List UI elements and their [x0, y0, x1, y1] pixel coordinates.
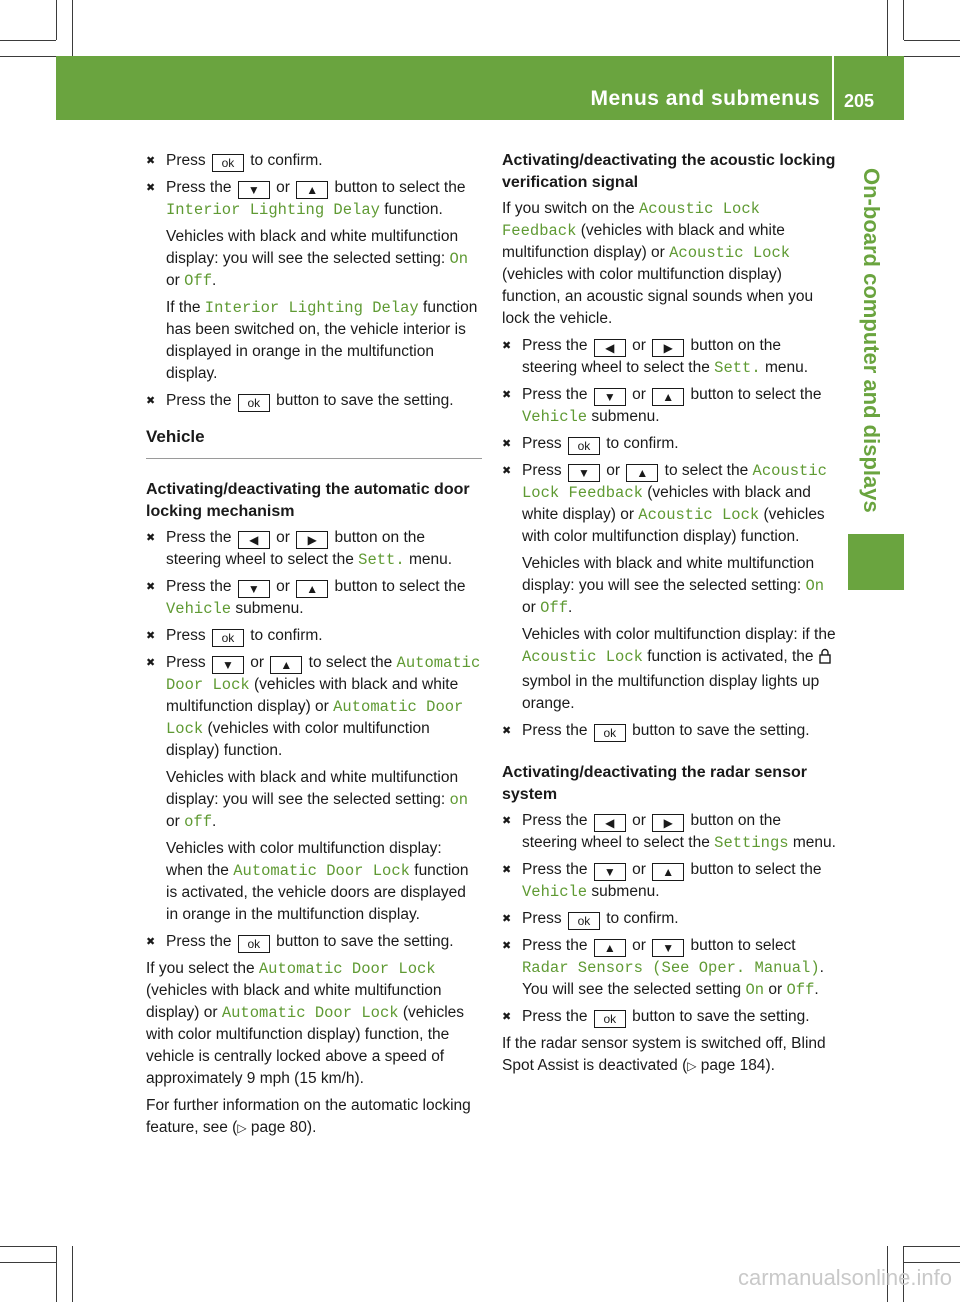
step-item: ✖ Press the ▼ or ▲ button to select the Vehicle submenu. [502, 384, 836, 428]
right-arrow-icon: ▶ [296, 531, 328, 549]
menu-term: Automatic Door Lock [221, 1004, 399, 1022]
left-arrow-icon: ◀ [594, 339, 626, 357]
up-arrow-icon: ▲ [296, 181, 328, 199]
menu-term: On [805, 577, 825, 595]
step-item: ✖ Press the ▲ or ▼ button to select Radar Sensors (See Oper. Manual). You will see the selected setting On or Off. [502, 935, 836, 1001]
step-note: If the Interior Lighting Delay function has been switched on, the vehicle interior is displayed in orange in the multifunction display. [166, 299, 478, 382]
up-arrow-icon: ▲ [296, 580, 328, 598]
header-title: Menus and submenus [590, 87, 820, 110]
page-reference-arrow-icon: ▷ [237, 1121, 247, 1135]
up-arrow-icon: ▲ [652, 863, 684, 881]
right-arrow-icon: ▶ [652, 814, 684, 832]
step-note: Vehicles with color multifunction display: if the Acoustic Lock function is activated, the symbol in the multifunction display lights up orange. [522, 626, 836, 712]
subheading: Activating/deactivating the radar sensor system [502, 764, 807, 803]
menu-term: Sett. [714, 359, 761, 377]
ok-key-icon: ok [238, 394, 270, 412]
menu-term: Off [540, 599, 568, 617]
up-arrow-icon: ▲ [270, 656, 302, 674]
left-arrow-icon: ◀ [594, 814, 626, 832]
paragraph: If you select the Automatic Door Lock (vehicles with black and white multifunction display) or Automatic Door Lock (vehicles with color multifunction display) function, the vehicle is centrally locked above a speed of approximately 9 mph (15 km/h). [146, 960, 465, 1087]
left-arrow-icon: ◀ [238, 531, 270, 549]
step-note: Vehicles with color multifunction display: when the Automatic Door Lock function is activated, the vehicle doors are displayed in orange in the multifunction display. [166, 840, 469, 923]
menu-term: Radar Sensors (See Oper. Manual) [522, 959, 820, 977]
down-arrow-icon: ▼ [238, 580, 270, 598]
down-arrow-icon: ▼ [594, 863, 626, 881]
crop-mark [904, 56, 960, 57]
menu-term: Automatic Door Lock [166, 654, 481, 694]
step-item: ✖ Press ▼ or ▲ to select the Automatic Door Lock (vehicles with black and white multifunction display) or Automatic Door Lock (vehicles with color multifunction display) function. [146, 652, 482, 762]
down-arrow-icon: ▼ [568, 464, 600, 482]
step-item: ✖ Press ok to confirm. [502, 433, 836, 455]
menu-term: Interior Lighting Delay [166, 201, 380, 219]
down-arrow-icon: ▼ [594, 388, 626, 406]
menu-term: Automatic Door Lock [233, 862, 410, 880]
right-arrow-icon: ▶ [652, 339, 684, 357]
step-item: ✖ Press the ok button to save the setting. [146, 931, 482, 953]
up-arrow-icon: ▲ [594, 939, 626, 957]
left-column [146, 150, 482, 1144]
up-arrow-icon: ▲ [652, 388, 684, 406]
step-item: ✖ Press ok to confirm. [502, 908, 836, 930]
step-item: ✖ Press the ◀ or ▶ button on the steering wheel to select the Sett. menu. [502, 335, 836, 379]
menu-term: On [449, 250, 469, 268]
menu-term: Acoustic Lock [669, 244, 791, 262]
page-reference-arrow-icon: ▷ [687, 1059, 697, 1073]
menu-term: Vehicle [522, 408, 588, 426]
crop-mark [56, 1246, 57, 1302]
menu-term: off [184, 813, 212, 831]
page-reference-link[interactable]: page 184 [700, 1057, 766, 1074]
header-separator [832, 56, 834, 120]
step-item: ✖ Press the ▼ or ▲ button to select the Vehicle submenu. [502, 859, 836, 903]
crop-mark [0, 1246, 56, 1247]
menu-term: Sett. [358, 551, 405, 569]
menu-term: On [745, 981, 765, 999]
crop-mark [72, 1246, 73, 1302]
step-item: ✖ Press the ◀ or ▶ button on the steering wheel to select the Settings menu. [502, 810, 836, 854]
ok-key-icon: ok [594, 724, 626, 742]
menu-term: Off [786, 981, 815, 999]
menu-term: Off [184, 272, 212, 290]
step-item: ✖ Press the ▼ or ▲ button to select the Interior Lighting Delay function. [146, 177, 482, 221]
ok-key-icon: ok [212, 154, 244, 172]
ok-key-icon: ok [238, 935, 270, 953]
menu-term: Automatic Door Lock [166, 698, 464, 738]
step-item: ✖ Press the ◀ or ▶ button on the steering wheel to select the Sett. menu. [146, 527, 482, 571]
menu-term: Vehicle [522, 883, 588, 901]
crop-mark [904, 1262, 960, 1263]
ok-key-icon: ok [568, 912, 600, 930]
crop-mark [0, 1262, 56, 1263]
ok-key-icon: ok [568, 437, 600, 455]
menu-term: Acoustic Lock Feedback [522, 462, 827, 502]
menu-term: Acoustic Lock Feedback [502, 200, 760, 240]
down-arrow-icon: ▼ [212, 656, 244, 674]
step-note: Vehicles with black and white multifunction display: you will see the selected setting: On or Off. [166, 228, 469, 290]
menu-term: Interior Lighting Delay [204, 299, 419, 317]
crop-mark [887, 0, 888, 56]
crop-mark [903, 0, 904, 40]
crop-mark [904, 1246, 960, 1247]
side-tab-label: On-board computer and displays [859, 168, 884, 513]
subheading: Activating/deactivating the automatic door locking mechanism [146, 481, 470, 520]
up-arrow-icon: ▲ [626, 464, 658, 482]
menu-term: Vehicle [166, 600, 232, 618]
menu-term: Settings [714, 834, 789, 852]
subheading: Activating/deactivating the acoustic locking verification signal [502, 152, 836, 191]
step-item: ✖ Press ok to confirm. [146, 625, 482, 647]
crop-mark [0, 56, 56, 57]
ok-key-icon: ok [594, 1010, 626, 1028]
paragraph: If you switch on the Acoustic Lock Feedback (vehicles with black and white multifunction display) or Acoustic Lock (vehicles with color multifunction display) function, an acoustic signal sounds when you lock the vehicle. [502, 200, 814, 327]
crop-mark [904, 40, 960, 41]
crop-mark [0, 40, 56, 41]
side-tab-marker [848, 534, 904, 590]
watermark: carmanualsonline.info [737, 1265, 952, 1290]
step-item: ✖ Press the ok button to save the setting. [502, 1006, 836, 1028]
paragraph: If the radar sensor system is switched off, Blind Spot Assist is deactivated (▷ page 184). [502, 1035, 826, 1074]
menu-term: Automatic Door Lock [258, 960, 436, 978]
menu-term: Acoustic Lock [638, 506, 760, 524]
page-number: 205 [844, 91, 875, 111]
step-item: ✖ Press the ok button to save the setting. [146, 390, 482, 412]
down-arrow-icon: ▼ [238, 181, 270, 199]
paragraph: For further information on the automatic locking feature, see (▷ page 80). [146, 1097, 471, 1136]
step-note: Vehicles with black and white multifunction display: you will see the selected setting: On or Off. [522, 555, 825, 617]
crop-mark [72, 0, 73, 56]
page-reference-link[interactable]: page 80 [250, 1119, 307, 1136]
step-item: ✖ Press ok to confirm. [146, 150, 482, 172]
step-item: ✖ Press the ▼ or ▲ button to select the Vehicle submenu. [146, 576, 482, 620]
menu-term: Acoustic Lock [522, 648, 643, 666]
menu-term: on [449, 791, 469, 809]
step-note: Vehicles with black and white multifunction display: you will see the selected setting: on or off. [166, 769, 469, 831]
step-item: ✖ Press ▼ or ▲ to select the Acoustic Lock Feedback (vehicles with black and white display) or Acoustic Lock (vehicles with color multifunction display) function. [502, 460, 836, 548]
step-item: ✖ Press the ok button to save the setting. [502, 720, 836, 742]
crop-mark [56, 0, 57, 40]
right-column [502, 150, 836, 1082]
down-arrow-icon: ▼ [652, 939, 684, 957]
section-heading: Vehicle [146, 426, 482, 459]
ok-key-icon: ok [212, 629, 244, 647]
lock-icon [818, 648, 832, 671]
